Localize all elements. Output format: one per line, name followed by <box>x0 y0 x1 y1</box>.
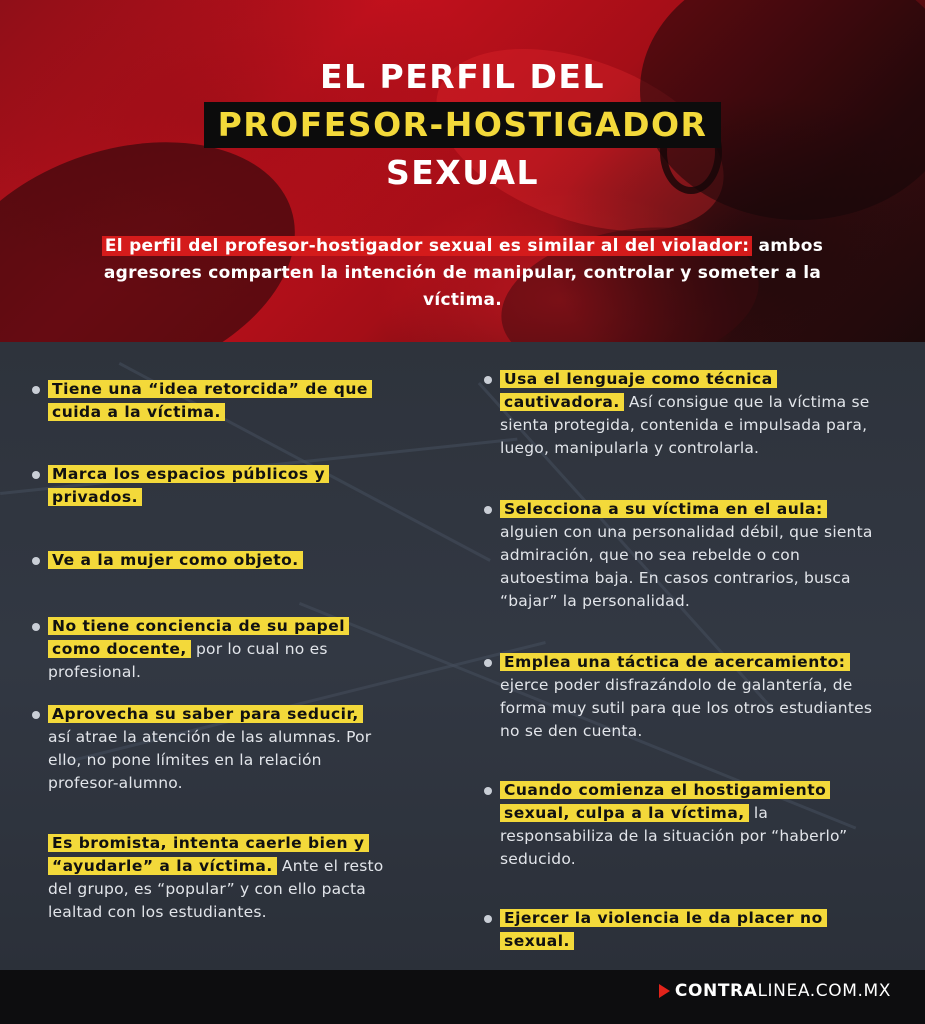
profile-item <box>500 651 880 743</box>
item-bold: Es bromista, intenta caerle bien y “ayudarle” a la víctima. <box>48 834 369 875</box>
bullet-icon <box>32 557 40 565</box>
item-bold: Cuando comienza el hostigamiento sexual, culpa a la víctima, <box>500 781 830 822</box>
profile-item <box>48 832 388 924</box>
item-bold: Tiene una “idea retorcida” de que cuida a la víctima. <box>48 380 372 421</box>
bullet-icon <box>484 659 492 667</box>
bullet-icon <box>484 915 492 923</box>
header-banner <box>0 0 925 342</box>
bullet-icon <box>484 787 492 795</box>
bullet-icon <box>484 506 492 514</box>
profile-item <box>500 498 880 613</box>
item-bold: Ve a la mujer como objeto. <box>48 551 303 569</box>
bullet-icon <box>32 386 40 394</box>
item-text: Así consigue que la víctima se sienta protegida, contenida e impulsada para, luego, manipularla y controlarla. <box>500 393 870 457</box>
intro-rest: ambos agresores comparten la intención de manipular, controlar y someter a la víctima. <box>103 236 824 310</box>
intro-highlight: El perfil del profesor-hostigador sexual es similar al del violador: <box>102 236 752 256</box>
brand-logo <box>659 981 891 1001</box>
item-bold: Usa el lenguaje como técnica cautivadora. <box>500 370 777 411</box>
item-bold: Emplea una táctica de acercamiento: <box>500 653 850 671</box>
play-triangle-icon <box>659 984 670 998</box>
bullet-icon <box>32 471 40 479</box>
intro-text <box>90 233 835 314</box>
item-bold: Marca los espacios públicos y privados. <box>48 465 329 506</box>
title-line-2: PROFESOR-HOSTIGADOR <box>204 102 722 148</box>
bullet-icon <box>32 711 40 719</box>
content-panel <box>0 342 925 970</box>
title-line-3: SEXUAL <box>385 153 540 192</box>
item-bold: Aprovecha su saber para seducir, <box>48 705 363 723</box>
profile-item <box>48 463 388 509</box>
logo-rest: LINEA.COM.MX <box>757 981 891 1001</box>
footer-bar <box>0 970 925 1024</box>
title-line-1: EL PERFIL DEL <box>320 57 605 96</box>
item-text: la responsabiliza de la situación por “haberlo” seducido. <box>500 804 848 868</box>
profile-item <box>500 907 880 953</box>
item-bold: No tiene conciencia de su papel como docente, <box>48 617 349 658</box>
bullet-icon <box>32 623 40 631</box>
item-text: alguien con una personalidad débil, que sienta admiración, que no sea rebelde o con autoestima baja. En casos contrarios, busca “bajar” la personalidad. <box>500 523 873 610</box>
item-text: así atrae la atención de las alumnas. Por ello, no pone límites en la relación profesor-alumno. <box>48 728 372 792</box>
profile-item <box>48 615 388 684</box>
bullet-icon <box>484 376 492 384</box>
item-bold: Selecciona a su víctima en el aula: <box>500 500 827 518</box>
profile-item <box>500 368 880 460</box>
item-text: por lo cual no es profesional. <box>48 640 328 681</box>
page-title <box>0 54 925 196</box>
profile-item <box>500 779 880 871</box>
logo-bold: CONTRA <box>674 981 758 1001</box>
item-bold: Ejercer la violencia le da placer no sexual. <box>500 909 827 950</box>
profile-item <box>48 703 388 795</box>
item-text: Ante el resto del grupo, es “popular” y con ello pacta lealtad con los estudiantes. <box>48 857 384 921</box>
profile-item <box>48 549 388 572</box>
profile-item <box>48 378 388 424</box>
item-text: ejerce poder disfrazándolo de galantería, de forma muy sutil para que los otros estudiantes no se den cuenta. <box>500 676 873 740</box>
